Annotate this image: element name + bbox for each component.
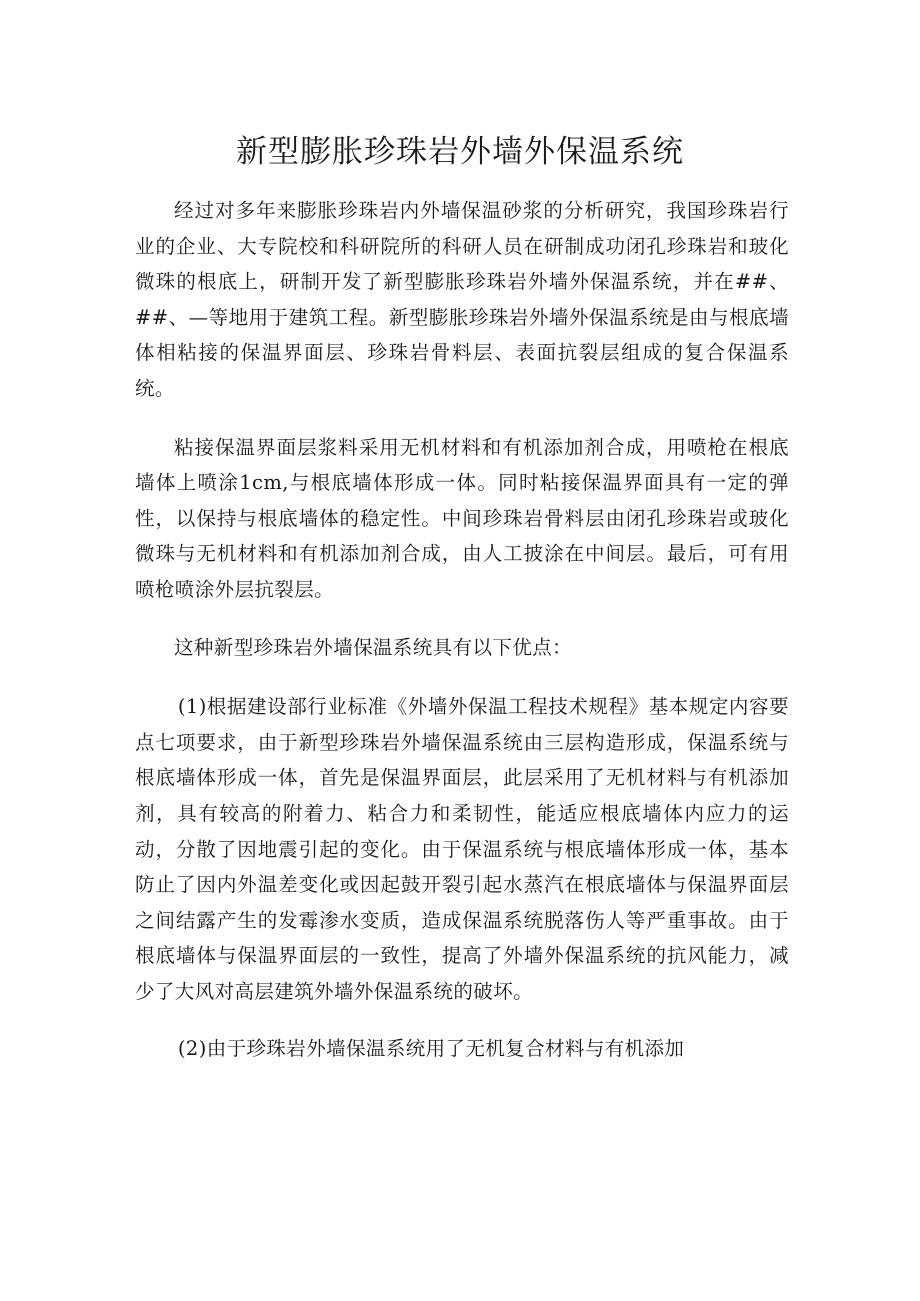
paragraph-advantage-2: (2)由于珍珠岩外墙保温系统用了无机复合材料与有机添加 bbox=[177, 1037, 685, 1061]
paragraph-advantages-lead: 这种新型珍珠岩外墙保温系统具有以下优点： bbox=[174, 635, 573, 659]
document-title: 新型膨胀珍珠岩外墙外保温系统 bbox=[236, 134, 684, 170]
paragraph-intro: 经过对多年来膨胀珍珠岩内外墙保温砂浆的分析研究，我国珍珠岩行业的企业、大专院校和科研院所的科研人员在研制成功闭孔珍珠岩和玻化微珠的根底上，研制开发了新型膨胀珍珠岩外墙外保温系统，并在##、##、—等地用于建筑工程。新型膨胀珍珠岩外墙外保温系统是由与根底墙体相粘接的保温界面层、珍珠岩骨料层、表面抗裂层组成的复合保温系统。 bbox=[135, 199, 789, 400]
paragraph-advantage-1: (1)根据建设部行业标准《外墙外保温工程技术规程》基本规定内容要点七项要求，由于新型珍珠岩外墙保温系统由三层构造形成，保温系统与根底墙体形成一体，首先是保温界面层，此层采用了无机材料与有机添加剂，具有较高的附着力、粘合力和柔韧性，能适应根底墙体内应力的运动，分散了因地震引起的变化。由于保温系统与根底墙体形成一体，基本防止了因内外温差变化或因起鼓开裂引起水蒸汽在根底墙体与保温界面层之间结露产生的发霉渗水变质，造成保温系统脱落伤人等严重事故。由于根底墙体与保温界面层的一致性，提高了外墙外保温系统的抗风能力，减少了大风对高层建筑外墙外保温系统的破坏。 bbox=[135, 695, 789, 1003]
paragraph-construction: 粘接保温界面层浆料采用无机材料和有机添加剂合成，用喷枪在根底墙体上喷涂1cm,与根底墙体形成一体。同时粘接保温界面具有一定的弹性，以保持与根底墙体的稳定性。中间珍珠岩骨料层由闭孔珍珠岩或玻化微珠与无机材料和有机添加剂合成，由人工披涂在中间层。最后，可有用喷枪喷涂外层抗裂层。 bbox=[135, 435, 789, 601]
document-body bbox=[135, 193, 789, 1067]
